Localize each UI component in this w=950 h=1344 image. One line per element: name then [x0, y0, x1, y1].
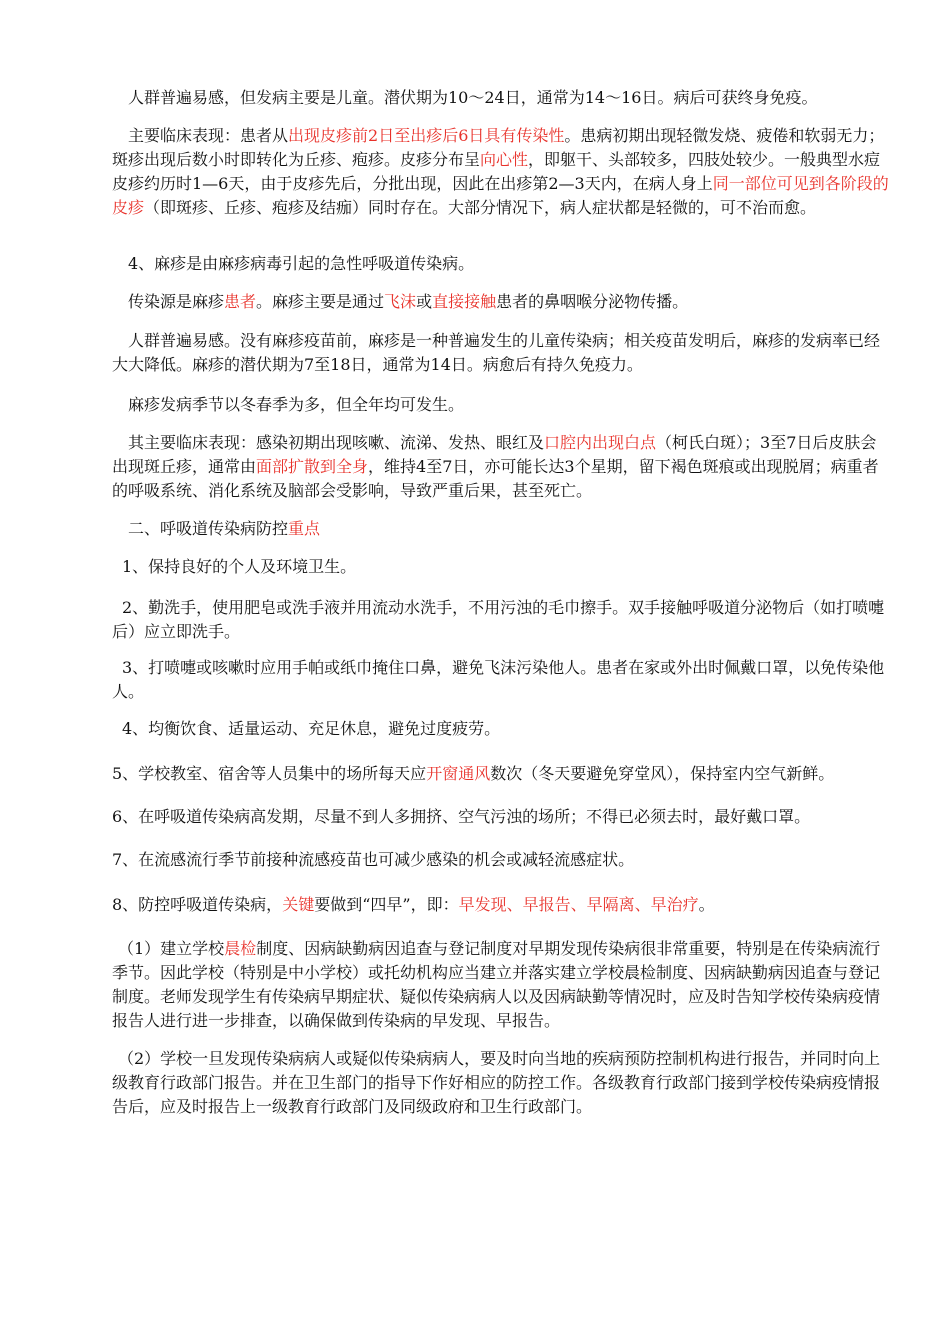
- highlighted-text: 早发现、早报告、早隔离、早治疗: [458, 895, 699, 914]
- list-item-2: [112, 596, 892, 644]
- list-item-4: [112, 717, 892, 741]
- highlighted-text: 向心性: [480, 150, 529, 169]
- paragraph-text: 8、防控呼吸道传染病，: [112, 895, 283, 914]
- paragraph-text: 2、勤洗手，使用肥皂或洗手液并用流动水洗手，不用污浊的毛巾擦手。双手接触呼吸道分泌物后（如打喷嚏后）应立即洗手。: [112, 598, 885, 641]
- highlighted-text: 同一部位可见到各阶段的皮疹: [112, 174, 889, 217]
- highlighted-text: 晨检: [224, 939, 257, 958]
- paragraph-text: ，即躯干、头部较多，四肢处较少。一般典型水痘皮疹约历时1—6天，由于皮疹先后，分批出现，因此在出疹第2—3天内，在病人身上: [112, 150, 881, 193]
- paragraph-text: 6、在呼吸道传染病高发期，尽量不到人多拥挤、空气污浊的场所；不得已必须去时，最好戴口罩。: [112, 807, 811, 826]
- paragraph-text: 人群普遍易感，但发病主要是儿童。潜伏期为10～24日，通常为14～16日。病后可获终身免疫。: [128, 88, 818, 107]
- paragraph-text: 麻疹发病季节以冬春季为多，但全年均可发生。: [128, 395, 465, 414]
- paragraph-chickenpox-epidemiology: [112, 86, 892, 110]
- highlighted-text: 直接接触: [432, 292, 497, 311]
- paragraph-text: （柯氏白斑）；3至7日后皮肤会出现斑丘疹，通常由: [112, 433, 877, 476]
- paragraph-text: ，维持4至7日，亦可能长达3个星期，留下褐色斑痕或出现脱屑；病重者的呼吸系统、消化系统及脑部会受影响，导致严重后果，甚至死亡。: [112, 457, 879, 500]
- paragraph-text: 主要临床表现：患者从: [128, 126, 289, 145]
- list-item-7: [112, 848, 892, 872]
- highlighted-text: 口腔内出现白点: [544, 433, 657, 452]
- paragraph-text: 传染源是麻疹: [128, 292, 225, 311]
- paragraph-text: 3、打喷嚏或咳嗽时应用手帕或纸巾掩住口鼻，避免飞沫污染他人。患者在家或外出时佩戴口罩，以免传染他人。: [112, 658, 885, 701]
- sub-item-2: [112, 1047, 892, 1119]
- paragraph-measles-symptoms: [112, 431, 892, 503]
- paragraph-text: 二、呼吸道传染病防控: [128, 519, 289, 538]
- paragraph-text: 制度、因病缺勤病因追查与登记制度对早期发现传染病很非常重要，特别是在传染病流行季节。因此学校（特别是中小学校）或托幼机构应当建立并落实建立学校晨检制度、因病缺勤病因追查与登记制度。老师发现学生有传染病早期症状、疑似传染病病人以及因病缺勤等情况时，应及时告知学校传染病疫情报告人进行进一步排查，以确保做到传染病的早发现、早报告。: [112, 939, 881, 1030]
- paragraph-text: 人群普遍易感。没有麻疹疫苗前，麻疹是一种普遍发生的儿童传染病；相关疫苗发明后，麻疹的发病率已经大大降低。麻疹的潜伏期为7至18日，通常为14日。病愈后有持久免疫力。: [112, 331, 881, 374]
- paragraph-text: 1、保持良好的个人及环境卫生。: [122, 557, 357, 576]
- highlighted-text: 患者: [224, 292, 257, 311]
- paragraph-measles-intro: [112, 252, 892, 276]
- paragraph-text: 4、麻疹是由麻疹病毒引起的急性呼吸道传染病。: [128, 254, 475, 273]
- paragraph-text: 数次（冬天要避免穿堂风），保持室内空气新鲜。: [490, 764, 835, 783]
- paragraph-text: （2）学校一旦发现传染病病人或疑似传染病病人，要及时向当地的疾病预防控制机构进行报告，并同时向上级教育行政部门报告。并在卫生部门的指导下作好相应的防控工作。各级教育行政部门接到学校传染病疫情报告后，应及时报告上一级教育行政部门及同级政府和卫生行政部门。: [112, 1049, 881, 1116]
- paragraph-measles-susceptibility: [112, 329, 892, 377]
- paragraph-text: 。患病初期出现轻微发烧、疲倦和软弱无力；斑疹出现后数小时即转化为丘疹、疱疹。皮疹分布呈: [112, 126, 885, 169]
- paragraph-text: 其主要临床表现：感染初期出现咳嗽、流涕、发热、眼红及: [128, 433, 545, 452]
- list-item-1: [112, 555, 892, 579]
- highlighted-text: 出现皮疹前2日至出疹后6日具有传染性: [288, 126, 565, 145]
- paragraph-text: （1）建立学校: [118, 939, 225, 958]
- paragraph-measles-season: [112, 393, 892, 417]
- list-item-8: [112, 893, 892, 917]
- paragraph-text: 7、在流感流行季节前接种流感疫苗也可减少感染的机会或减轻流感症状。: [112, 850, 635, 869]
- highlighted-text: 开窗通风: [426, 764, 491, 783]
- highlighted-text: 关键: [282, 895, 315, 914]
- list-item-5: [112, 762, 892, 786]
- paragraph-chickenpox-symptoms: [112, 124, 892, 220]
- paragraph-text: 5、学校教室、宿舍等人员集中的场所每天应: [112, 764, 427, 783]
- paragraph-text: 或: [416, 292, 433, 311]
- paragraph-text: 患者的鼻咽喉分泌物传播。: [496, 292, 689, 311]
- paragraph-text: （即斑疹、丘疹、疱疹及结痂）同时存在。大部分情况下，病人症状都是轻微的，可不治而愈。: [144, 198, 817, 217]
- paragraph-text: 。: [698, 895, 715, 914]
- paragraph-text: 。麻疹主要是通过: [256, 292, 385, 311]
- highlighted-text: 飞沫: [384, 292, 417, 311]
- list-item-3: [112, 656, 892, 704]
- paragraph-text: 要做到“四早”，即：: [314, 895, 459, 914]
- sub-item-1: [112, 937, 892, 1033]
- highlighted-text: 重点: [288, 519, 321, 538]
- section-heading-prevention: [112, 517, 892, 541]
- highlighted-text: 面部扩散到全身: [256, 457, 369, 476]
- paragraph-text: 4、均衡饮食、适量运动、充足休息，避免过度疲劳。: [122, 719, 501, 738]
- paragraph-measles-transmission: [112, 290, 892, 314]
- list-item-6: [112, 805, 892, 829]
